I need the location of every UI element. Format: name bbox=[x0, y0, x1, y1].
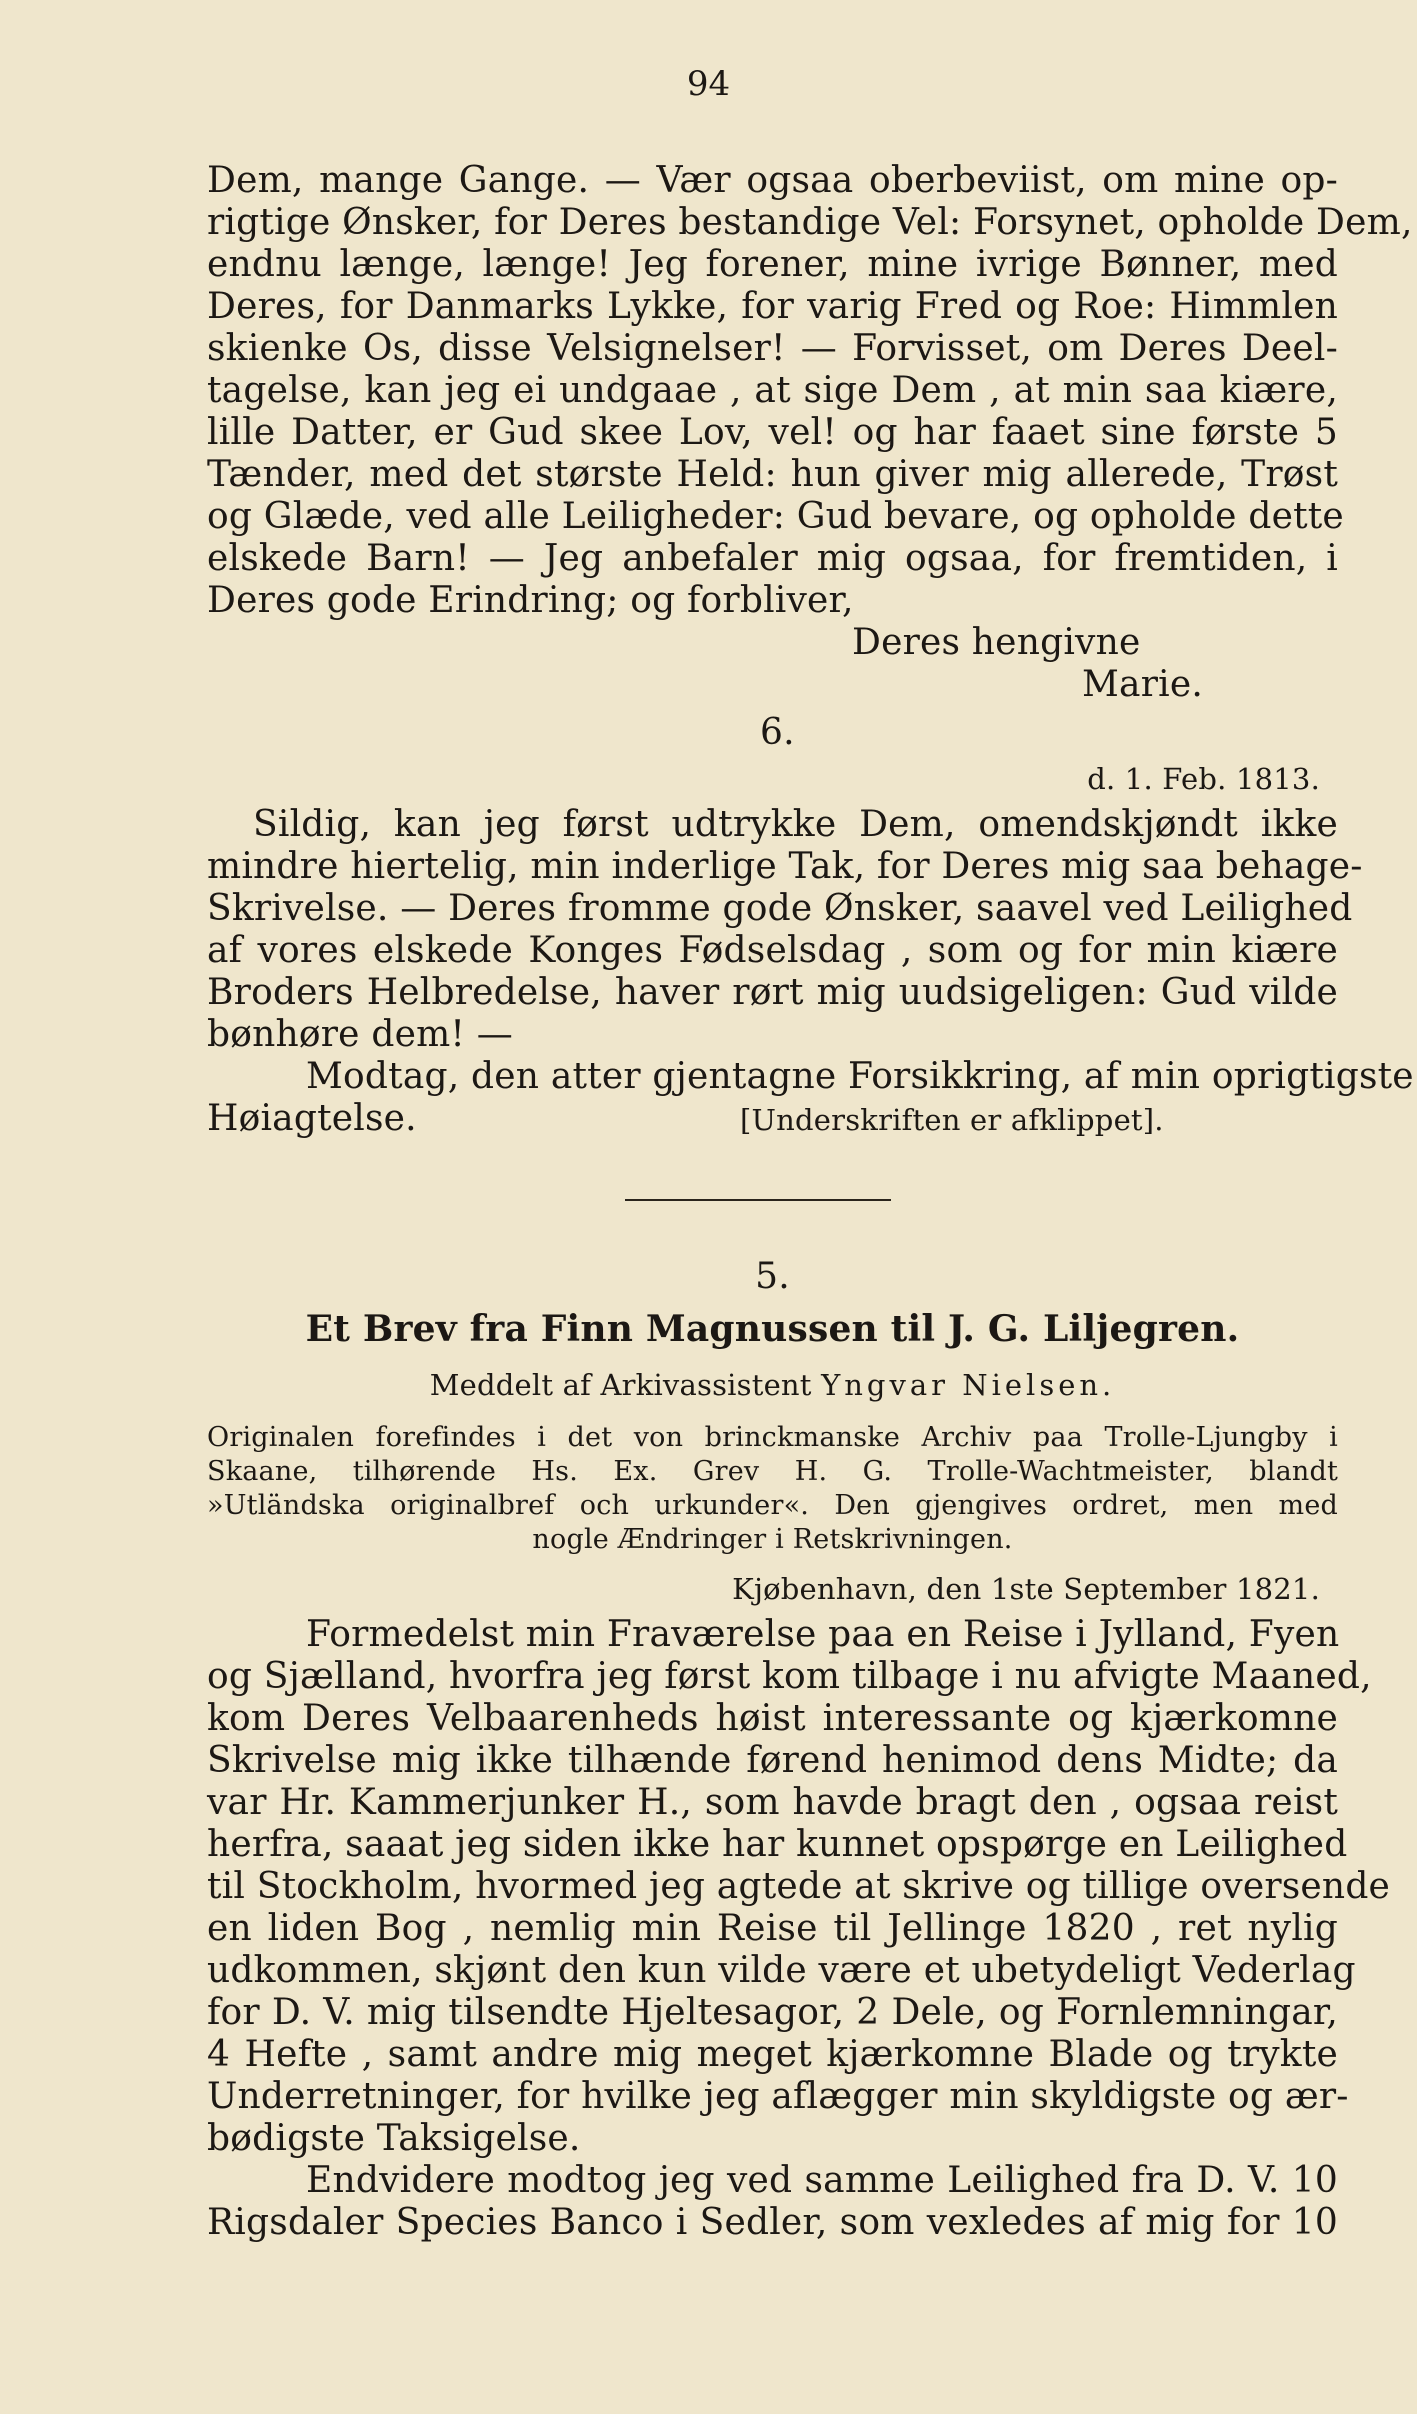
text-line: bønhøre dem! — bbox=[207, 1014, 513, 1055]
text-line: Formedelst min Fraværelse paa en Reise i Jylland, Fyen bbox=[306, 1614, 1340, 1655]
text-line: Dem, mange Gange. — Vær ogsaa oberbeviist, om mine op- bbox=[207, 160, 1338, 201]
text-line: af vores elskede Konges Fødselsdag , som og for min kiære bbox=[207, 930, 1338, 971]
text-line: Høiagtelse. bbox=[207, 1098, 417, 1139]
text-line: udkommen, skjønt den kun vilde være et ubetydeligt Vederlag bbox=[207, 1950, 1356, 1991]
intro-line: Skaane, tilhørende Hs. Ex. Grev H. G. Trolle-Wachtmeister, blandt bbox=[207, 1456, 1338, 1487]
text-line: Deres gode Erindring; og forbliver, bbox=[207, 580, 854, 621]
editor-note: [Underskriften er afklippet]. bbox=[740, 1103, 1164, 1137]
intro-line: nogle Ændringer i Retskrivningen. bbox=[532, 1524, 1013, 1555]
page-number: 94 bbox=[686, 64, 731, 104]
section-title: Et Brev fra Finn Magnussen til J. G. Liljegren. bbox=[305, 1308, 1240, 1350]
text-line: Endvidere modtog jeg ved samme Leilighed fra D. V. 10 bbox=[306, 2160, 1338, 2201]
text-line: Underretninger, for hvilke jeg aflægger min skyldigste og ær- bbox=[207, 2076, 1349, 2117]
text-line: til Stockholm, hvormed jeg agtede at skrive og tillige oversende bbox=[207, 1866, 1391, 1907]
text-line: Tænder, med det største Held: hun giver mig allerede, Trøst bbox=[207, 454, 1338, 495]
intro-line: Originalen forefindes i det von brinckmanske Archiv paa Trolle-Ljungby i bbox=[207, 1422, 1338, 1453]
communicated-by bbox=[207, 1368, 1338, 1402]
text-line: kom Deres Velbaarenheds høist interessante og kjærkomne bbox=[207, 1698, 1338, 1739]
text-line: rigtige Ønsker, for Deres bestandige Vel: Forsynet, opholde Dem, bbox=[207, 202, 1413, 243]
text-line: mindre hiertelig, min inderlige Tak, for Deres mig saa behage- bbox=[207, 846, 1363, 887]
text-line: Deres, for Danmarks Lykke, for varig Fred og Roe: Himmlen bbox=[207, 286, 1338, 327]
text-line: lille Datter, er Gud skee Lov, vel! og har faaet sine første 5 bbox=[207, 412, 1338, 453]
text-line: og Sjælland, hvorfra jeg først kom tilbage i nu afvigte Maaned, bbox=[207, 1656, 1372, 1697]
text-line: og Glæde, ved alle Leiligheder: Gud bevare, og opholde dette bbox=[207, 496, 1344, 537]
text-line: en liden Bog , nemlig min Reise til Jellinge 1820 , ret nylig bbox=[207, 1908, 1338, 1949]
section-number: 5. bbox=[755, 1256, 790, 1297]
communicated-name: Yngvar Nielsen. bbox=[821, 1368, 1116, 1402]
signature: Marie. bbox=[1082, 664, 1203, 705]
letter-date: d. 1. Feb. 1813. bbox=[1087, 762, 1320, 796]
text-line: Skrivelse mig ikke tilhænde førend henimod dens Midte; da bbox=[207, 1740, 1338, 1781]
text-line: Modtag, den atter gjentagne Forsikkring, af min oprigtigste bbox=[306, 1056, 1414, 1097]
text-line: Broders Helbredelse, haver rørt mig uudsigeligen: Gud vilde bbox=[207, 972, 1338, 1013]
communicated-prefix: Meddelt af Arkivassistent bbox=[429, 1368, 812, 1402]
text-line: skienke Os, disse Velsignelser! — Forvisset, om Deres Deel- bbox=[207, 328, 1338, 369]
section-divider bbox=[625, 1199, 891, 1201]
intro-line: »Utländska originalbref och urkunder«. Den gjengives ordret, men med bbox=[207, 1490, 1338, 1521]
text-line: bødigste Taksigelse. bbox=[207, 2118, 581, 2159]
text-line: endnu længe, længe! Jeg forener, mine ivrige Bønner, med bbox=[207, 244, 1338, 285]
letter-number: 6. bbox=[760, 712, 795, 753]
text-line: Rigsdaler Species Banco i Sedler, som vexledes af mig for 10 bbox=[207, 2202, 1338, 2243]
text-line: elskede Barn! — Jeg anbefaler mig ogsaa, for fremtiden, i bbox=[207, 538, 1338, 579]
text-line: for D. V. mig tilsendte Hjeltesagor, 2 Dele, og Fornlemningar, bbox=[207, 1992, 1338, 2033]
text-line: tagelse, kan jeg ei undgaae , at sige Dem , at min saa kiære, bbox=[207, 370, 1338, 411]
closing: Deres hengivne bbox=[852, 622, 1141, 663]
text-line: Skrivelse. — Deres fromme gode Ønsker, saavel ved Leilighed bbox=[207, 888, 1353, 929]
text-line: var Hr. Kammerjunker H., som havde bragt den , ogsaa reist bbox=[207, 1782, 1338, 1823]
text-line: Sildig, kan jeg først udtrykke Dem, omendskjøndt ikke bbox=[253, 804, 1338, 845]
place-date: Kjøbenhavn, den 1ste September 1821. bbox=[732, 1572, 1320, 1606]
text-line: 4 Hefte , samt andre mig meget kjærkomne Blade og trykte bbox=[207, 2034, 1338, 2075]
text-line: herfra, saaat jeg siden ikke har kunnet opspørge en Leilighed bbox=[207, 1824, 1348, 1865]
